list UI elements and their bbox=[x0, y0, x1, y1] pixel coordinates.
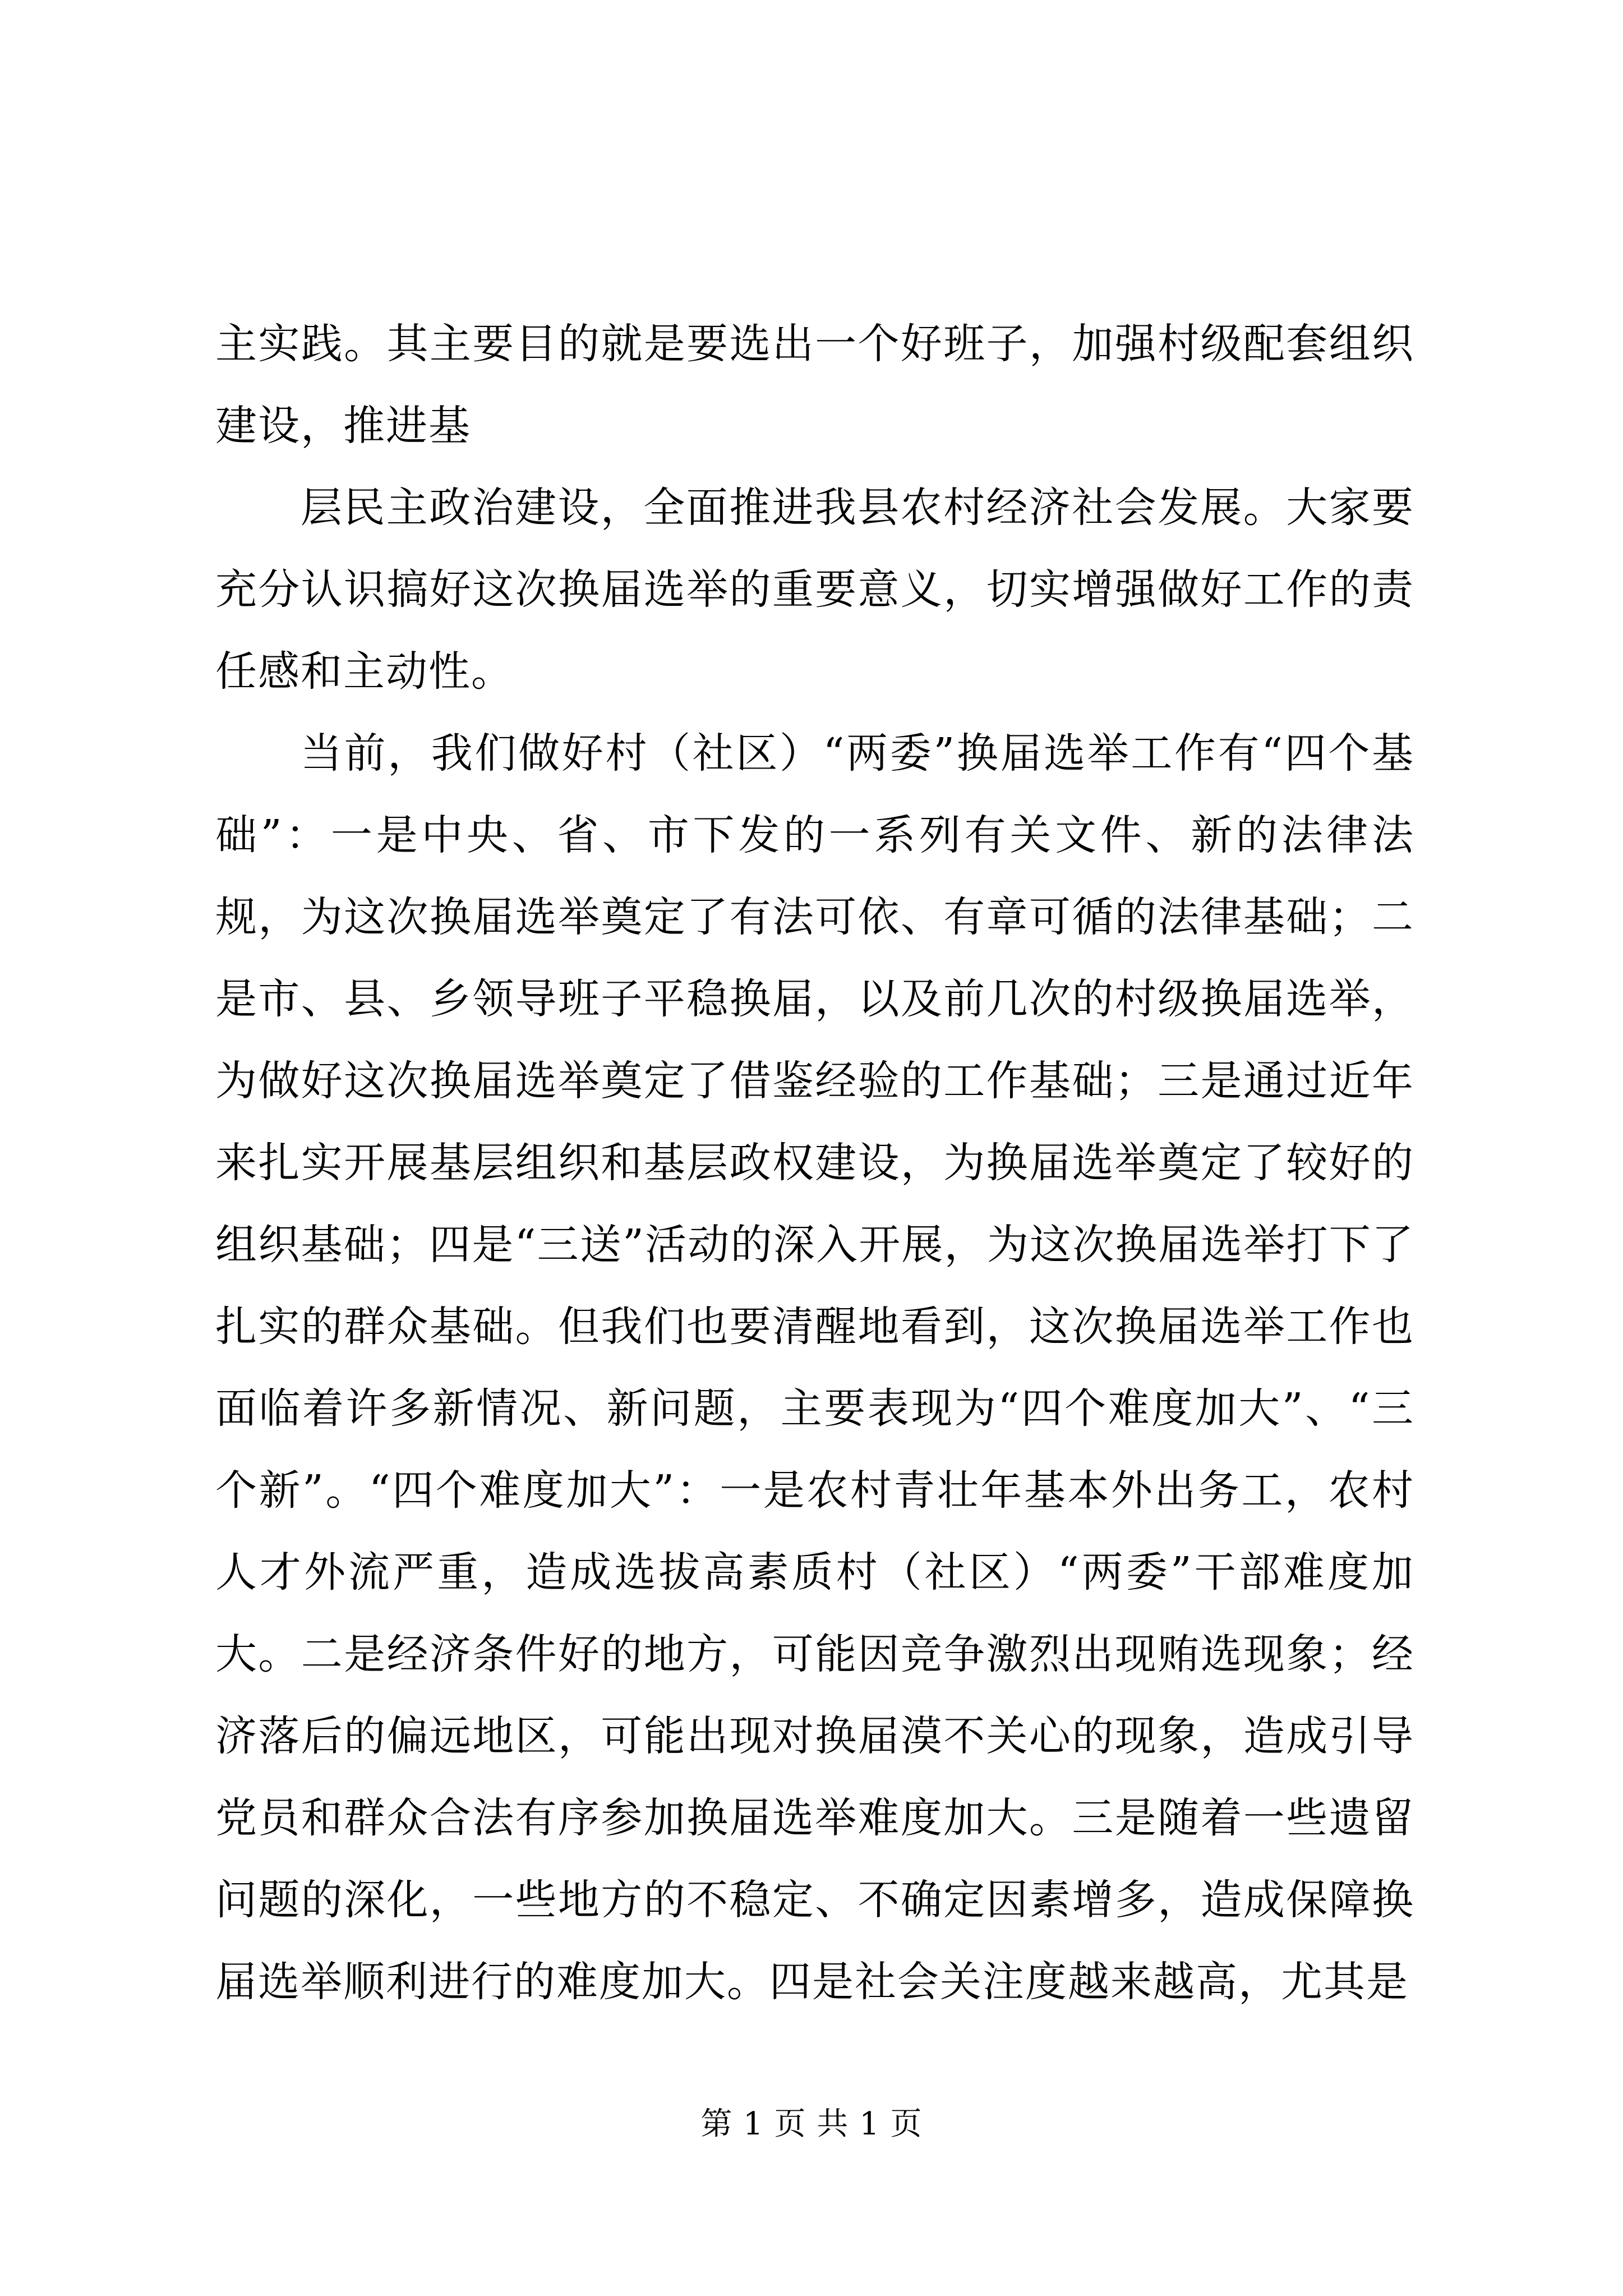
page-number-footer: 第 1 页 共 1 页 bbox=[700, 2106, 923, 2142]
document-body bbox=[215, 303, 1414, 2023]
paragraph-3: 当前，我们做好村（社区）“两委”换届选举工作有“四个基础”：一是中央、省、市下发的一系列有关文件、新的法律法规，为这次换届选举奠定了有法可依、有章可循的法律基础；二是市、县、乡领导班子平稳换届，以及前几次的村级换届选举，为做好这次换届选举奠定了借鉴经验的工作基础；三是通过近年来扎实开展基层组织和基层政权建设，为换届选举奠定了较好的组织基础；四是“三送”活动的深入开展，为这次换届选举打下了扎实的群众基础。但我们也要清醒地看到，这次换届选举工作也面临着许多新情况、新问题，主要表现为“四个难度加大”、“三个新”。“四个难度加大”：一是农村青壮年基本外出务工，农村人才外流严重，造成选拔高素质村（社区）“两委”干部难度加大。二是经济条件好的地方，可能因竞争激烈出现贿选现象；经济落后的偏远地区，可能出现对换届漠不关心的现象，造成引导党员和群众合法有序参加换届选举难度加大。三是随着一些遗留问题的深化，一些地方的不稳定、不确定因素增多，造成保障换届选举顺利进行的难度加大。四是社会关注度越来越高，尤其是 bbox=[215, 729, 1414, 2006]
paragraph-1: 主实践。其主要目的就是要选出一个好班子，加强村级配套组织建设，推进基 bbox=[215, 320, 1414, 450]
paragraph-2: 层民主政治建设，全面推进我县农村经济社会发展。大家要充分认识搞好这次换届选举的重要意义，切实增强做好工作的责任感和主动性。 bbox=[215, 484, 1414, 696]
